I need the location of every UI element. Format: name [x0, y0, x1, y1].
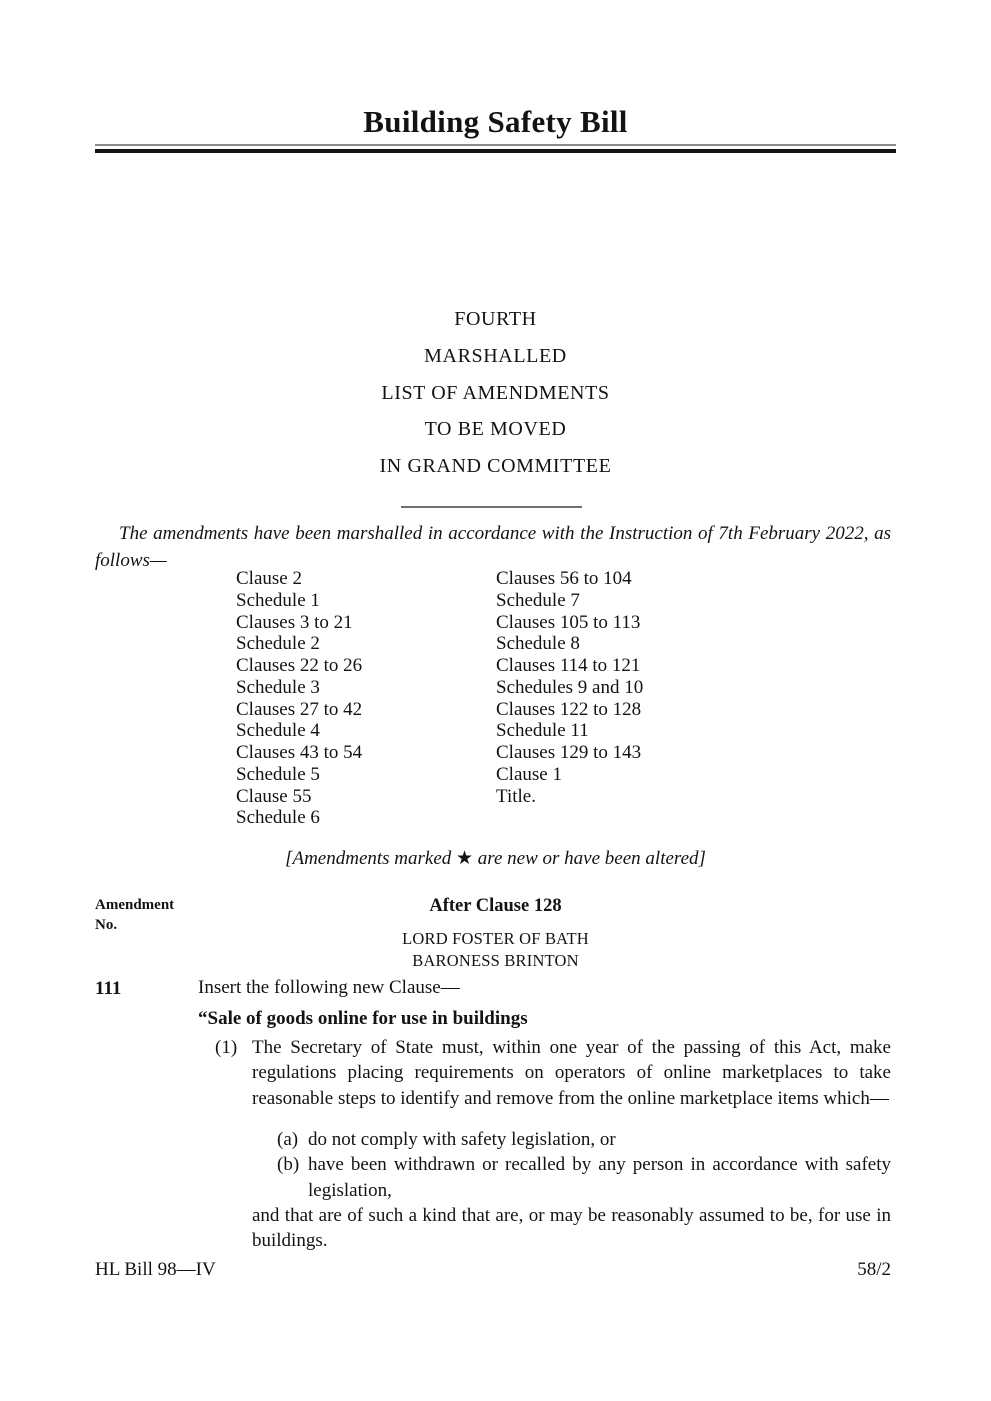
order-item: Clause 2 [236, 568, 302, 589]
paragraph-text: have been withdrawn or recalled by any person in accordance with safety legislation, [308, 1154, 891, 1201]
closing-words: and that are of such a kind that are, or may be reasonably assumed to be, for use in buildings. [252, 1205, 891, 1252]
marshalling-order-left-column [236, 568, 362, 829]
subsection-number: (1) [215, 1037, 238, 1058]
heading-line: LIST OF AMENDMENTS [381, 381, 610, 404]
order-item: Clauses 3 to 21 [236, 611, 353, 633]
order-item: Schedule 4 [236, 720, 320, 742]
order-item: Clauses 43 to 54 [236, 742, 363, 763]
amendment-number: 111 [95, 978, 122, 999]
sponsor-name: LORD FOSTER OF BATH [402, 929, 589, 948]
order-item: Clause 55 [236, 785, 312, 807]
order-item: Schedule 5 [236, 763, 320, 785]
paragraph-letter: (a) [277, 1129, 299, 1150]
order-item: Schedule 3 [236, 676, 320, 698]
ceremonial-heading [0, 301, 991, 485]
order-item: Clauses 22 to 26 [236, 655, 363, 676]
order-item: Clauses 129 to 143 [496, 742, 642, 763]
title-rule-thick [95, 149, 896, 153]
order-item: Clauses 27 to 42 [236, 698, 363, 720]
order-item: Schedule 1 [236, 589, 320, 611]
order-item: Clauses 114 to 121 [496, 655, 641, 676]
order-item: Clauses 122 to 128 [496, 698, 642, 720]
after-clause-heading: After Clause 128 [429, 896, 562, 916]
order-item: Title. [496, 785, 536, 807]
paragraph-b [277, 1152, 891, 1203]
order-item: Clause 1 [496, 763, 562, 785]
order-item: Clauses 105 to 113 [496, 611, 641, 633]
sheet-number: 58/2 [857, 1259, 891, 1280]
subsection-text: The Secretary of State must, within one year of the passing of this Act, make regulations placing requirements on operators of online marketplaces to take reasonable steps to identify and remove from the online marketplace items which— [252, 1037, 891, 1109]
heading-line: TO BE MOVED [424, 418, 567, 441]
section-divider-rule [401, 506, 582, 508]
sponsor-name: BARONESS BRINTON [412, 951, 579, 970]
heading-line: IN GRAND COMMITTEE [379, 455, 612, 478]
margin-label-line: No. [95, 917, 118, 933]
order-item: Schedule 8 [496, 633, 580, 655]
paragraph-list [277, 1127, 891, 1203]
margin-label-line: Amendment [95, 897, 175, 913]
order-item: Clauses 56 to 104 [496, 568, 632, 589]
sponsor-names [0, 928, 991, 972]
amendment-instruction: Insert the following new Clause— [198, 977, 460, 998]
bill-reference: HL Bill 98—IV [95, 1259, 216, 1280]
star-legend-note: [Amendments marked ★ are new or have been altered] [285, 848, 706, 869]
heading-line: FOURTH [454, 308, 537, 330]
heading-line: MARSHALLED [424, 344, 567, 367]
bill-title: Building Safety Bill [363, 104, 628, 139]
paragraph-text: do not comply with safety legislation, or [308, 1129, 616, 1150]
order-item: Schedules 9 and 10 [496, 676, 644, 698]
marshalling-order-right-column [496, 568, 643, 807]
paragraph-a [277, 1127, 891, 1152]
order-item: Schedule 7 [496, 589, 580, 611]
title-rule-thin [95, 144, 896, 146]
order-item: Schedule 6 [236, 807, 320, 829]
new-clause-title: “Sale of goods online for use in buildings [198, 1008, 528, 1029]
paragraph-letter: (b) [277, 1154, 300, 1176]
subsection-1 [215, 1035, 891, 1111]
order-item: Schedule 11 [496, 720, 589, 742]
order-item: Schedule 2 [236, 633, 320, 655]
marshalling-note: The amendments have been marshalled in accordance with the Instruction of 7th February 2022, as follows— [95, 523, 891, 571]
